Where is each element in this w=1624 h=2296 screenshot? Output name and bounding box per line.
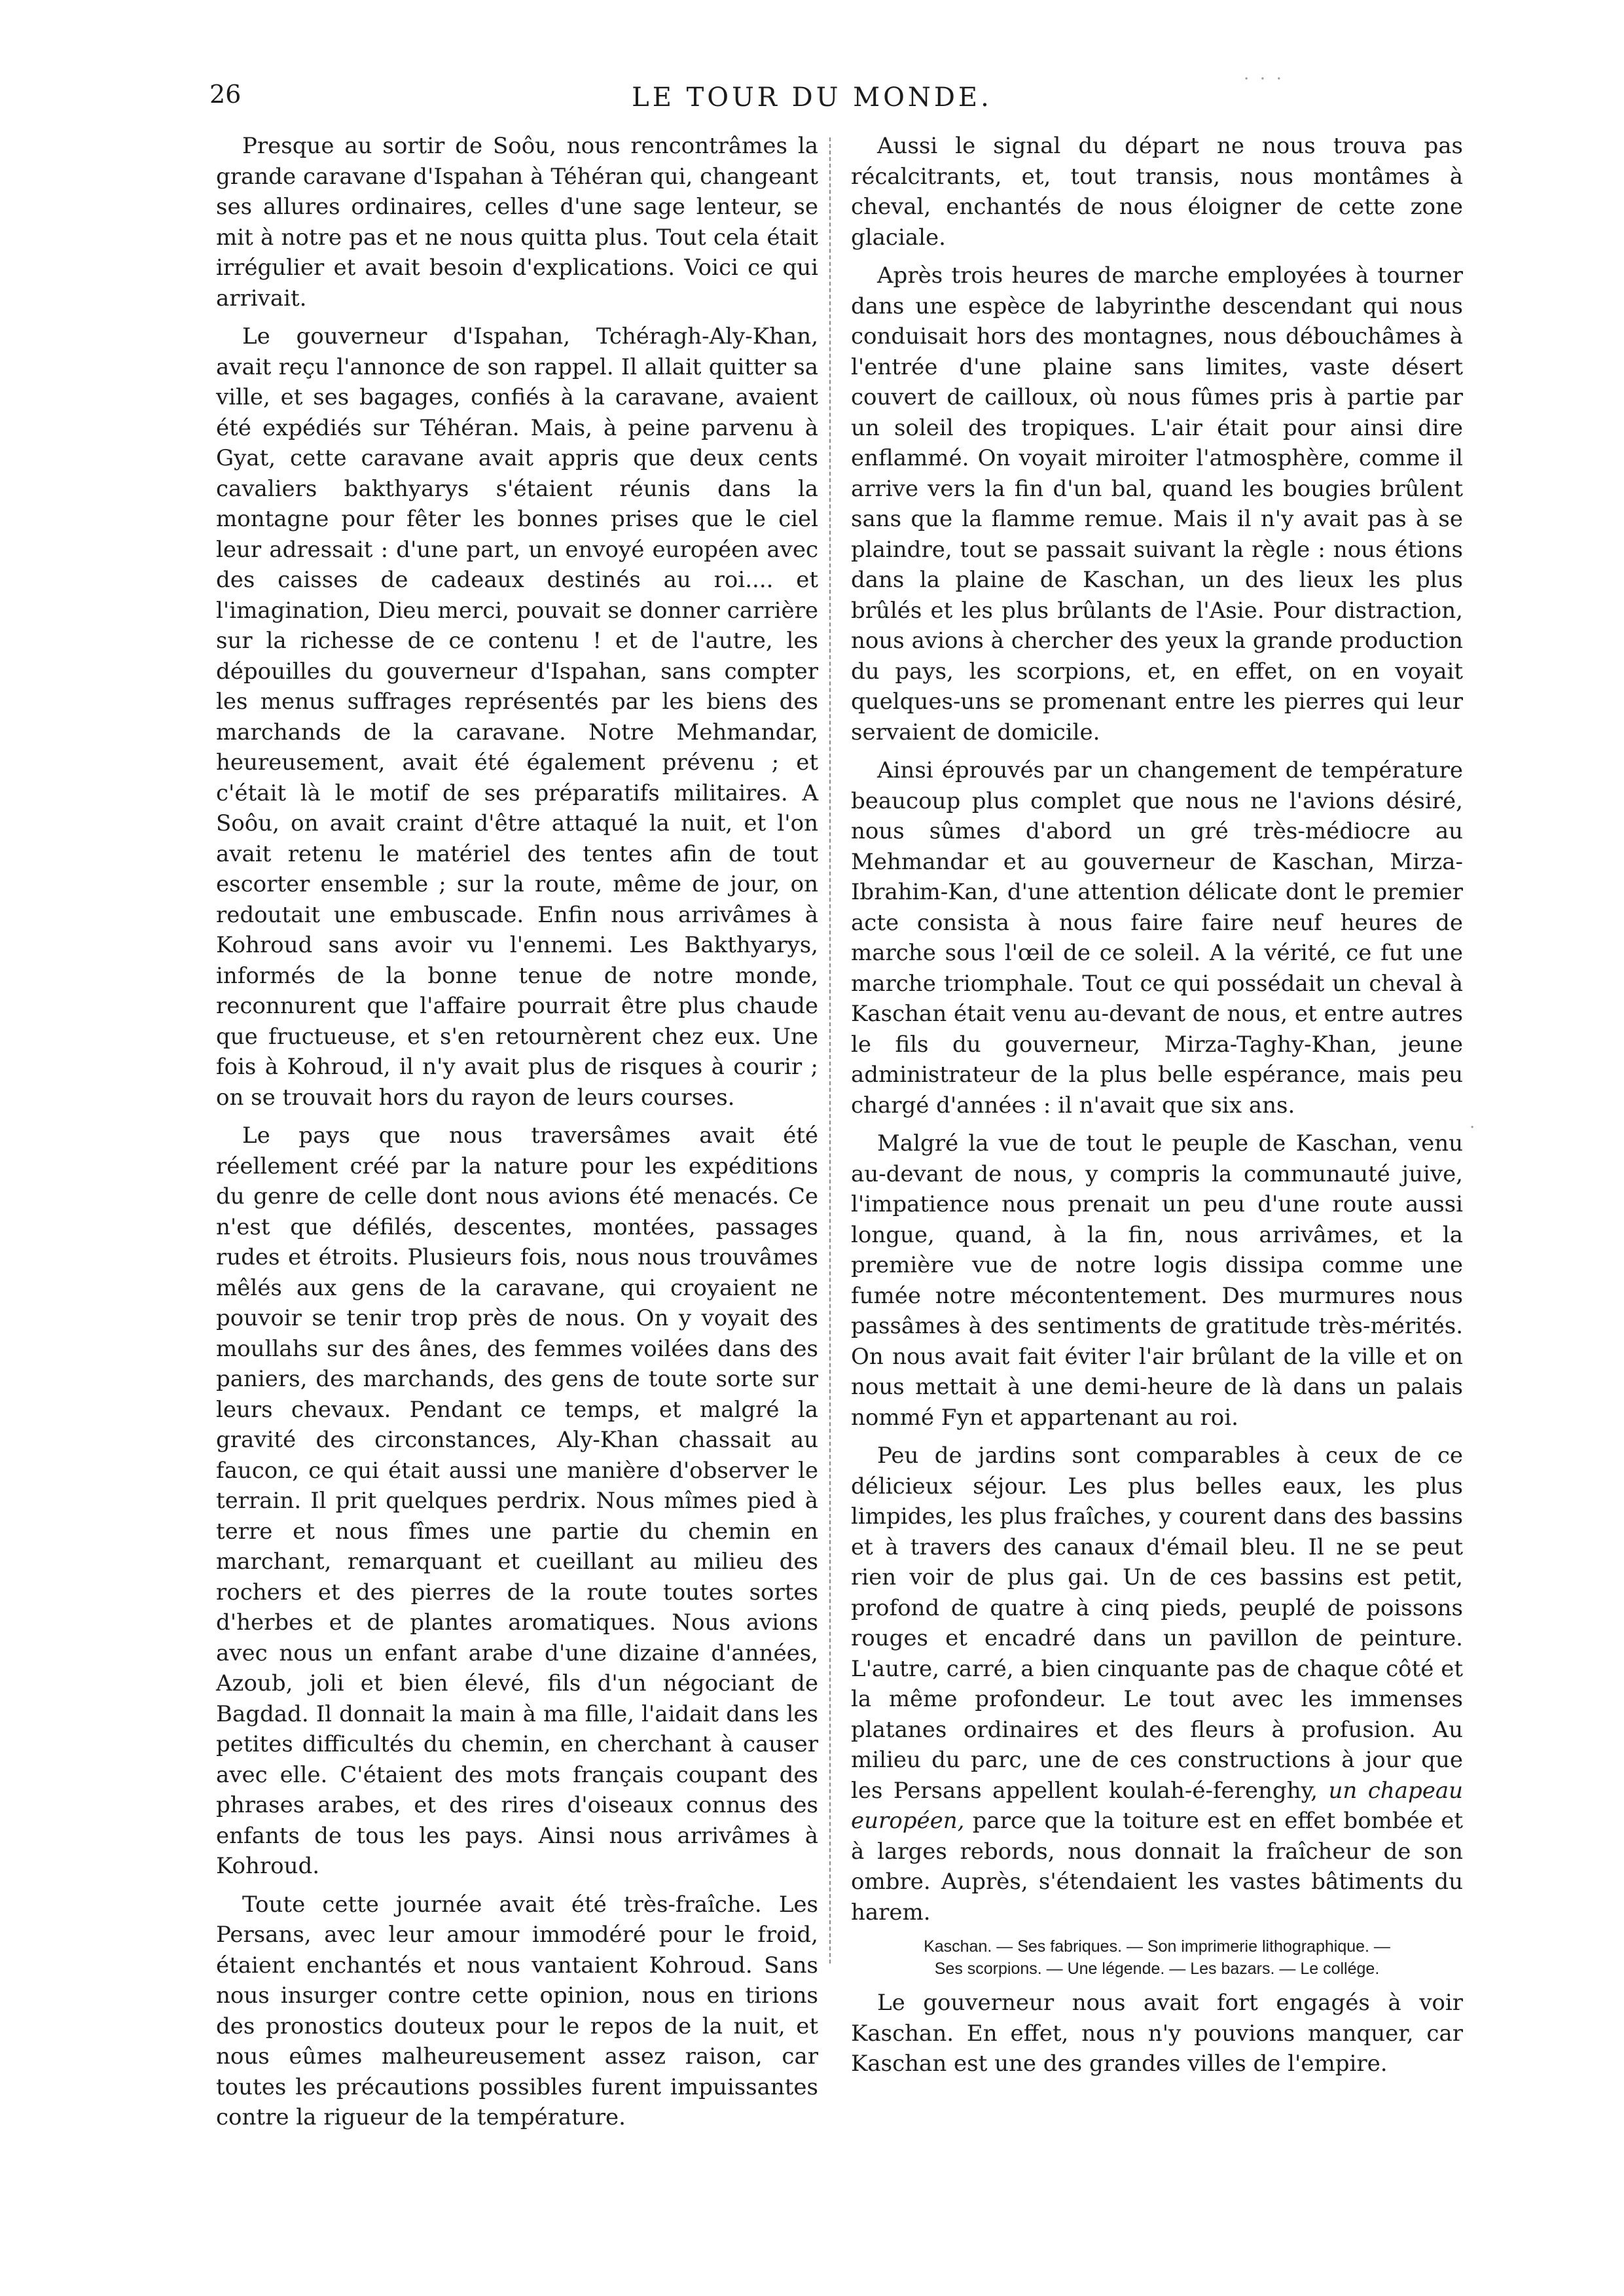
paragraph: Le pays que nous traversâmes avait été réellement créé par la nature pour les expéditions du genre de celle dont nous avions été menacés. Ce n'est que défilés, descentes, montées, passages rudes et étroits. Plusieurs fois, nous nous trouvâmes mêlés aux gens de la caravane, qui croyaient ne pouvoir se tenir trop près de nous. On y voyait des moullahs sur des ânes, des femmes voilées dans des paniers, des marchands, des gens de toute sorte sur leurs chevaux. Pendant ce temps, et malgré la gravité des circonstances, Aly-Khan chassait au faucon, ce qui était aussi une manière d'observer le terrain. Il prit quelques perdrix. Nous mîmes pied à terre et nous fîmes une partie du chemin en marchant, remarquant et cueillant au milieu des rochers et des pierres de la route toutes sortes d'herbes et de plantes aromatiques. Nous avions avec nous un enfant arabe d'une dizaine d'années, Azoub, joli et bien élevé, fils d'un négociant de Bagdad. Il donnait la main à ma fille, l'aidait dans les petites difficultés du chemin, en cherchant à causer avec elle. C'étaient des mots français coupant des phrases arabes, et des rires d'oiseaux connus des enfants de tous les pays. Ainsi nous arrivâmes à Kohroud. [216, 1122, 818, 1879]
paragraph: Toute cette journée avait été très-fraîche. Les Persans, avec leur amour immodéré pour le froid, étaient enchantés et nous vantaient Kohroud. Sans nous insurger contre cette opinion, nous en tirions des pronostics douteux pour le repos de la nuit, et nous eûmes malheureusement assez raison, car toutes les précautions possibles furent impuissantes contre la rigueur de la température. [216, 1891, 818, 2130]
left-column [216, 131, 818, 2141]
paragraph-text: parce que la toiture est en effet bombée et à larges rebords, nous donnait la fraîcheur de son ombre. Auprès, s'étendaient les vastes bâtiments du harem. [851, 1808, 1463, 1926]
right-column [851, 131, 1463, 2087]
section-summary-line: Kaschan. — Ses fabriques. — Son imprimerie lithographique. — [924, 1937, 1390, 1956]
paragraph [851, 1441, 1463, 1928]
paragraph: Après trois heures de marche employées à tourner dans une espèce de labyrinthe descendant qui nous conduisait hors des montagnes, nous débouchâmes à l'entrée d'une plaine sans limites, vaste désert couvert de cailloux, où nous fûmes pris à partie par un soleil des tropiques. L'air était pour ainsi dire enflammé. On voyait miroiter l'atmosphère, comme il arrive vers la fin d'un bal, quand les bougies brûlent sans que la flamme remue. Mais il n'y avait pas à se plaindre, tout se passait suivant la règle : nous étions dans la plaine de Kaschan, un des lieux les plus brûlés et les plus brûlants de l'Asie. Pour distraction, nous avions à chercher des yeux la grande production du pays, les scorpions, et, en effet, on en voyait quelques-uns se promenant entre les pierres qui leur servaient de domicile. [851, 262, 1463, 745]
running-title: LE TOUR DU MONDE. [632, 82, 992, 113]
print-speck: . [1470, 1113, 1475, 1132]
paragraph-text: Peu de jardins sont comparables à ceux de ce délicieux séjour. Les plus belles eaux, les plus limpides, les plus fraîches, y courent dans des bassins et à travers des canaux d'émail bleu. Il ne se peut rien voir de plus gai. Un de ces bassins est petit, profond de quatre à cinq pieds, peuplé de poissons rouges et encadré dans un pavillon de peinture. L'autre, carré, a bien cinquante pas de chaque côté et la même profondeur. Le tout avec les immenses platanes ordinaires et des fleurs à profusion. Au milieu du parc, une de ces constructions à jour que les Persans appellent koulah-é-ferenghy, [851, 1443, 1463, 1804]
page-number: 26 [209, 80, 242, 109]
section-summary [851, 1935, 1463, 1980]
column-divider [829, 137, 831, 1964]
section-summary-line: Ses scorpions. — Une légende. — Les bazars. — Le collége. [934, 1960, 1380, 1978]
paragraph: Ainsi éprouvés par un changement de température beaucoup plus complet que nous ne l'avions désiré, nous sûmes d'abord un gré très-médiocre au Mehmandar et au gouverneur de Kaschan, Mirza-Ibrahim-Kan, d'une attention délicate dont le premier acte consista à nous faire faire neuf heures de marche sous l'œil de ce soleil. A la vérité, ce fut une marche triomphale. Tout ce qui possédait un cheval à Kaschan était venu au-devant de nous, et entre autres le fils du gouverneur, Mirza-Taghy-Khan, jeune administrateur de la plus belle espérance, mais peu chargé d'années : il n'avait que six ans. [851, 757, 1463, 1119]
paragraph: Presque au sortir de Soôu, nous rencontrâmes la grande caravane d'Ispahan à Téhéran qui, changeant ses allures ordinaires, celles d'une sage lenteur, se mit à notre pas et ne nous quitta plus. Tout cela était irrégulier et avait besoin d'explications. Voici ce qui arrivait. [216, 133, 818, 312]
print-speck: . . . [1244, 64, 1282, 84]
paragraph: Le gouverneur d'Ispahan, Tchéragh-Aly-Khan, avait reçu l'annonce de son rappel. Il allait quitter sa ville, et ses bagages, confiés à la caravane, avaient été expédiés sur Téhéran. Mais, à peine parvenu à Gyat, cette caravane avait appris que deux cents cavaliers bakthyarys s'étaient réunis dans la montagne pour fêter les bonnes prises que le ciel leur adressait : d'une part, un envoyé européen avec des caisses de cadeaux destinés au roi.... et l'imagination, Dieu merci, pouvait se donner carrière sur la richesse de ce contenu ! et de l'autre, les dépouilles du gouverneur d'Ispahan, sans compter les menus suffrages représentés par les biens des marchands de la caravane. Notre Mehmandar, heureusement, avait été également prévenu ; et c'était là le motif de ses préparatifs militaires. A Soôu, on avait craint d'être attaqué la nuit, et l'on avait retenu le matériel des tentes afin de tout escorter ensemble ; sur la route, même de jour, on redoutait une embuscade. Enfin nous arrivâmes à Kohroud sans avoir vu l'ennemi. Les Bakthyarys, informés de la bonne tenue de notre monde, reconnurent que l'affaire pourrait être plus chaude que fructueuse, et s'en retournèrent chez eux. Une fois à Kohroud, il n'y avait plus de risques à courir ; on se trouvait hors du rayon de leurs courses. [216, 323, 818, 1111]
paragraph: Le gouverneur nous avait fort engagés à voir Kaschan. En effet, nous n'y pouvions manquer, car Kaschan est une des grandes villes de l'empire. [851, 1990, 1463, 2077]
italic-phrase: un chapeau européen, [851, 1777, 1463, 1834]
paragraph: Malgré la vue de tout le peuple de Kaschan, venu au-devant de nous, y compris la communauté juive, l'impatience nous prenait un peu d'une route aussi longue, quand, à la fin, nous arrivâmes, et la première vue de notre logis dissipa comme une fumée notre mécontentement. Des murmures nous passâmes à des sentiments de gratitude très-mérités. On nous avait fait éviter l'air brûlant de la ville et on nous mettait à une demi-heure de là dans un palais nommé Fyn et appartenant au roi. [851, 1130, 1463, 1431]
paragraph: Aussi le signal du départ ne nous trouva pas récalcitrants, et, tout transis, nous montâmes à cheval, enchantés de nous éloigner de cette zone glaciale. [851, 133, 1463, 251]
